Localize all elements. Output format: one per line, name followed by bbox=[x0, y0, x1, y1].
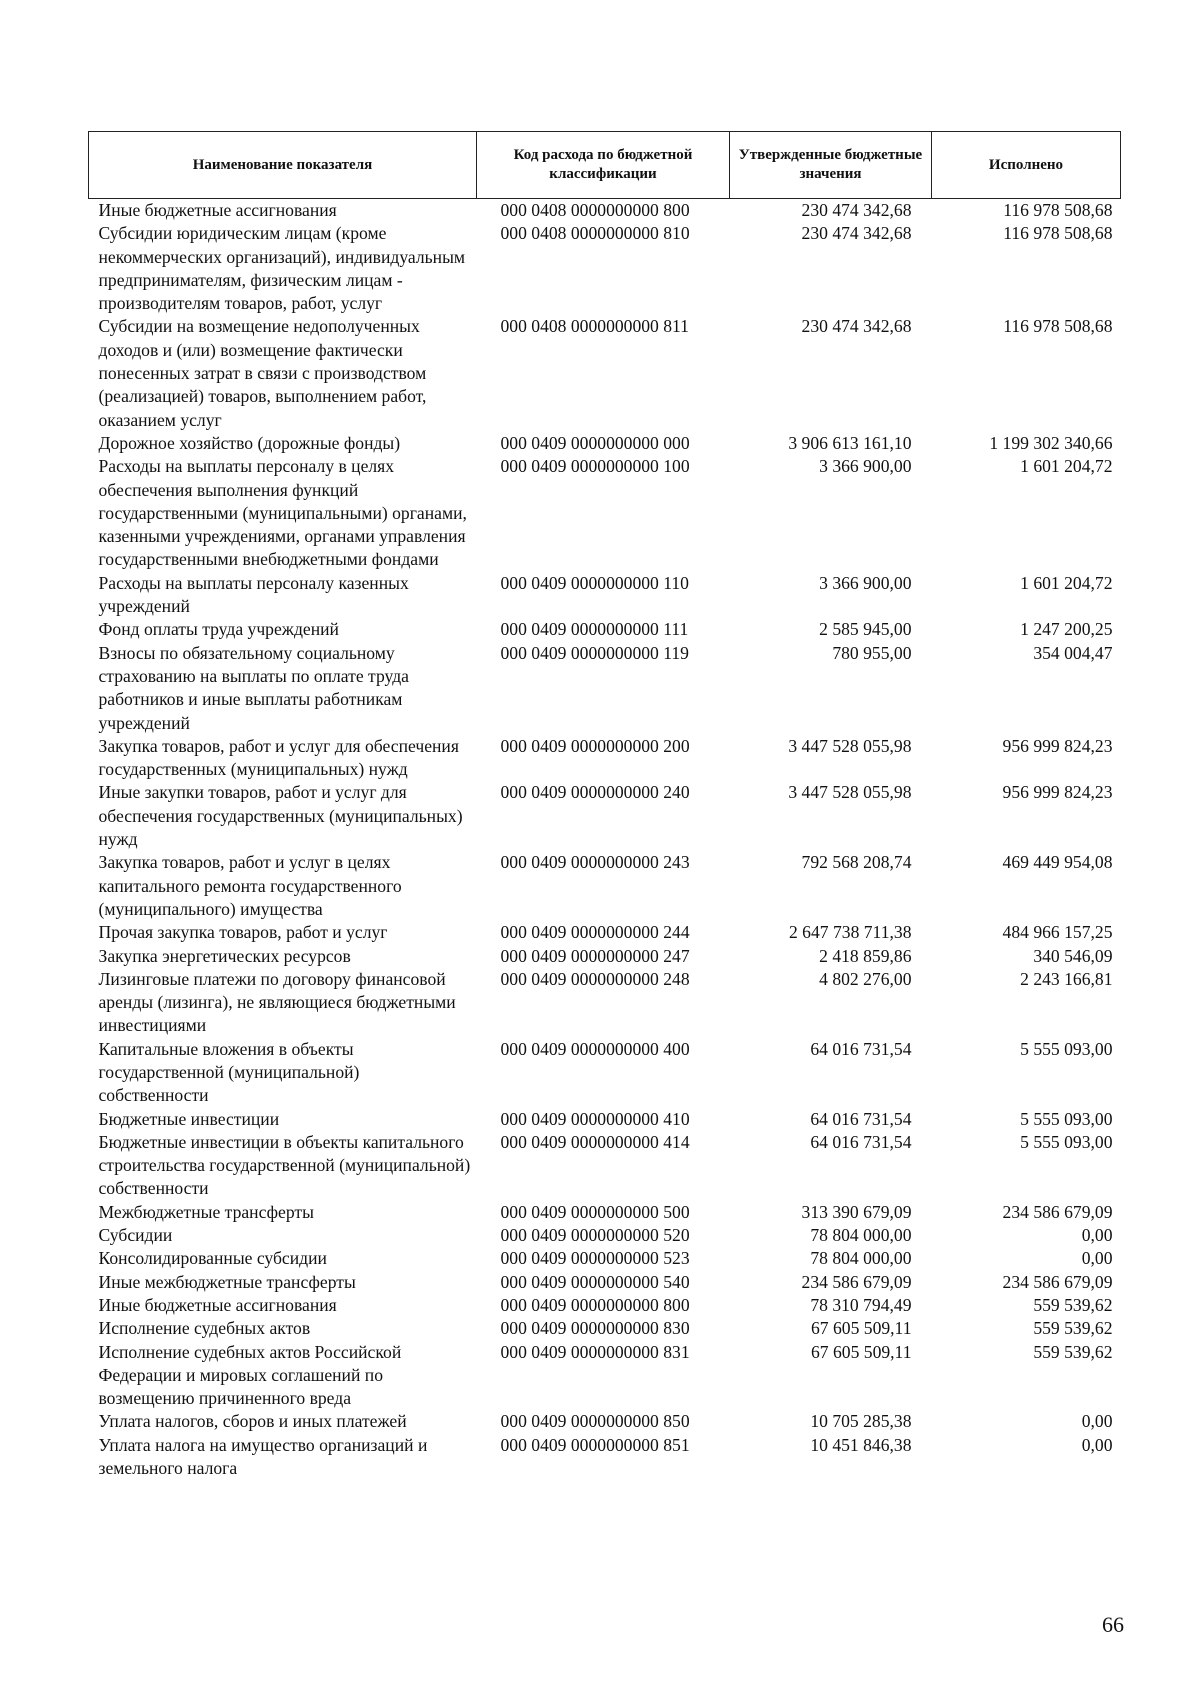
row-executed-value: 1 199 302 340,66 bbox=[989, 432, 1113, 453]
row-code: 000 0409 0000000000 831 bbox=[500, 1341, 690, 1362]
row-code: 000 0409 0000000000 540 bbox=[500, 1271, 690, 1292]
row-executed-value: 340 546,09 bbox=[1033, 945, 1113, 966]
row-planned-value: 230 474 342,68 bbox=[801, 223, 912, 244]
row-executed-value: 0,00 bbox=[1081, 1434, 1113, 1455]
row-executed-value: 956 999 824,23 bbox=[1002, 782, 1113, 803]
row-planned-value: 230 474 342,68 bbox=[801, 316, 912, 337]
row-name: Расходы на выплаты персоналу казенных учреждений bbox=[98, 572, 409, 617]
row-code: 000 0409 0000000000 243 bbox=[500, 852, 690, 873]
row-name: Исполнение судебных актов bbox=[98, 1318, 311, 1339]
row-planned-value: 10 451 846,38 bbox=[810, 1434, 912, 1455]
row-planned-value: 780 955,00 bbox=[832, 642, 912, 663]
table-body bbox=[89, 199, 1121, 1481]
row-planned-value: 67 605 509,11 bbox=[810, 1341, 912, 1362]
row-name: Бюджетные инвестиции в объекты капитального строительства государственной (муниципальной) собственности bbox=[98, 1131, 471, 1199]
page-number: 66 bbox=[1102, 1612, 1124, 1637]
row-name: Фонд оплаты труда учреждений bbox=[98, 619, 339, 640]
row-executed-value: 0,00 bbox=[1081, 1248, 1113, 1269]
header-code: Код расхода по бюджетной классификации bbox=[477, 132, 730, 199]
row-name: Консолидированные субсидии bbox=[98, 1248, 327, 1269]
row-code: 000 0409 0000000000 520 bbox=[500, 1225, 690, 1246]
row-code: 000 0409 0000000000 500 bbox=[500, 1201, 690, 1222]
row-code: 000 0409 0000000000 851 bbox=[500, 1434, 690, 1455]
row-executed-value: 116 978 508,68 bbox=[1003, 316, 1113, 337]
table-row bbox=[89, 1410, 1121, 1433]
table-row bbox=[89, 781, 1121, 851]
row-code: 000 0409 0000000000 248 bbox=[500, 968, 690, 989]
row-planned-value: 3 366 900,00 bbox=[819, 456, 912, 477]
row-name: Бюджетные инвестиции bbox=[98, 1108, 280, 1129]
row-executed-value: 1 247 200,25 bbox=[1020, 619, 1113, 640]
row-executed-value: 354 004,47 bbox=[1033, 642, 1113, 663]
row-executed-value: 559 539,62 bbox=[1033, 1341, 1113, 1362]
row-code: 000 0409 0000000000 110 bbox=[500, 572, 689, 593]
row-name: Взносы по обязательному социальному страхованию на выплаты по оплате труда работников и иные выплаты работникам учреждений bbox=[98, 642, 409, 733]
row-executed-value: 956 999 824,23 bbox=[1002, 735, 1113, 756]
row-planned-value: 234 586 679,09 bbox=[801, 1271, 912, 1292]
row-executed-value: 0,00 bbox=[1081, 1225, 1113, 1246]
row-name: Расходы на выплаты персоналу в целях обеспечения выполнения функций государственными (муниципальными) органами, казенными учреждениями, органами управления государственными внебюджетными фондами bbox=[98, 456, 467, 570]
row-name: Уплата налогов, сборов и иных платежей bbox=[98, 1411, 407, 1432]
row-name: Закупка энергетических ресурсов bbox=[98, 945, 351, 966]
budget-execution-table bbox=[88, 131, 1121, 1480]
table-row bbox=[89, 1224, 1121, 1247]
row-code: 000 0409 0000000000 200 bbox=[500, 735, 690, 756]
row-executed-value: 484 966 157,25 bbox=[1002, 922, 1113, 943]
row-executed-value: 234 586 679,09 bbox=[1002, 1201, 1113, 1222]
table-header bbox=[89, 132, 1121, 199]
row-planned-value: 230 474 342,68 bbox=[801, 200, 912, 220]
row-name: Уплата налога на имущество организаций и земельного налога bbox=[98, 1434, 428, 1479]
row-name: Исполнение судебных актов Российской Федерации и мировых соглашений по возмещению причиненного вреда bbox=[98, 1341, 402, 1409]
row-code: 000 0409 0000000000 414 bbox=[500, 1131, 690, 1152]
row-planned-value: 2 585 945,00 bbox=[819, 619, 912, 640]
row-code: 000 0409 0000000000 119 bbox=[500, 642, 689, 663]
row-name: Субсидии на возмещение недополученных доходов и (или) возмещение фактически понесенных затрат в связи с производством (реализацией) товаров, выполнением работ, оказанием услуг bbox=[98, 316, 427, 430]
table-row bbox=[89, 1434, 1121, 1481]
row-executed-value: 116 978 508,68 bbox=[1003, 200, 1113, 220]
row-executed-value: 5 555 093,00 bbox=[1020, 1108, 1113, 1129]
row-name: Прочая закупка товаров, работ и услуг bbox=[98, 922, 388, 943]
row-name: Субсидии bbox=[98, 1225, 173, 1246]
row-code: 000 0409 0000000000 247 bbox=[500, 945, 690, 966]
row-executed-value: 559 539,62 bbox=[1033, 1318, 1113, 1339]
row-planned-value: 4 802 276,00 bbox=[819, 968, 912, 989]
row-code: 000 0409 0000000000 400 bbox=[500, 1038, 690, 1059]
row-planned-value: 67 605 509,11 bbox=[810, 1318, 912, 1339]
row-planned-value: 64 016 731,54 bbox=[810, 1038, 912, 1059]
row-name: Лизинговые платежи по договору финансовой аренды (лизинга), не являющиеся бюджетными инвестициями bbox=[98, 968, 456, 1036]
table-row bbox=[89, 945, 1121, 968]
table-row bbox=[89, 921, 1121, 944]
row-name: Закупка товаров, работ и услуг для обеспечения государственных (муниципальных) нужд bbox=[98, 735, 459, 780]
table-row bbox=[89, 432, 1121, 455]
row-code: 000 0408 0000000000 800 bbox=[500, 200, 690, 220]
row-name: Иные бюджетные ассигнования bbox=[98, 200, 337, 220]
header-executed: Исполнено bbox=[932, 132, 1121, 199]
row-name: Закупка товаров, работ и услуг в целях капитального ремонта государственного (муниципального) имущества bbox=[98, 852, 402, 919]
row-planned-value: 313 390 679,09 bbox=[801, 1201, 912, 1222]
row-name: Иные межбюджетные трансферты bbox=[98, 1271, 356, 1292]
row-planned-value: 2 418 859,86 bbox=[819, 945, 912, 966]
row-code: 000 0409 0000000000 850 bbox=[500, 1411, 690, 1432]
row-code: 000 0409 0000000000 100 bbox=[500, 456, 690, 477]
table-row bbox=[89, 1341, 1121, 1411]
row-planned-value: 78 804 000,00 bbox=[810, 1225, 912, 1246]
row-name: Капитальные вложения в объекты государственной (муниципальной) собственности bbox=[98, 1038, 360, 1106]
row-name: Субсидии юридическим лицам (кроме некоммерческих организаций), индивидуальным предпринимателям, физическим лицам - производителям товаров, работ, услуг bbox=[98, 223, 466, 314]
table-row bbox=[89, 1294, 1121, 1317]
table-row bbox=[89, 572, 1121, 619]
row-code: 000 0409 0000000000 410 bbox=[500, 1108, 690, 1129]
row-code: 000 0409 0000000000 000 bbox=[500, 432, 690, 453]
row-code: 000 0408 0000000000 811 bbox=[500, 316, 689, 337]
table-row bbox=[89, 1108, 1121, 1131]
table-row bbox=[89, 1201, 1121, 1224]
table-row bbox=[89, 315, 1121, 431]
row-code: 000 0409 0000000000 830 bbox=[500, 1318, 690, 1339]
table-row bbox=[89, 1038, 1121, 1108]
row-code: 000 0409 0000000000 244 bbox=[500, 922, 690, 943]
row-code: 000 0409 0000000000 111 bbox=[500, 619, 689, 640]
row-executed-value: 0,00 bbox=[1081, 1411, 1113, 1432]
row-code: 000 0409 0000000000 240 bbox=[500, 782, 690, 803]
header-name: Наименование показателя bbox=[89, 132, 477, 199]
header-planned: Утвержденные бюджетные значения bbox=[730, 132, 932, 199]
table-row bbox=[89, 642, 1121, 735]
table-row bbox=[89, 851, 1121, 921]
row-name: Межбюджетные трансферты bbox=[98, 1201, 314, 1222]
row-executed-value: 5 555 093,00 bbox=[1020, 1038, 1113, 1059]
table-row bbox=[89, 199, 1121, 223]
table-row bbox=[89, 968, 1121, 1038]
row-name: Дорожное хозяйство (дорожные фонды) bbox=[98, 432, 401, 453]
row-planned-value: 3 447 528 055,98 bbox=[788, 735, 912, 756]
row-executed-value: 559 539,62 bbox=[1033, 1294, 1113, 1315]
table-row bbox=[89, 1271, 1121, 1294]
table-row bbox=[89, 1247, 1121, 1270]
table-row bbox=[89, 222, 1121, 315]
row-planned-value: 3 447 528 055,98 bbox=[788, 782, 912, 803]
table-row bbox=[89, 455, 1121, 571]
row-planned-value: 64 016 731,54 bbox=[810, 1108, 912, 1129]
row-planned-value: 2 647 738 711,38 bbox=[788, 922, 912, 943]
table-row bbox=[89, 1317, 1121, 1340]
table-row bbox=[89, 618, 1121, 641]
row-planned-value: 3 906 613 161,10 bbox=[788, 432, 912, 453]
row-planned-value: 78 804 000,00 bbox=[810, 1248, 912, 1269]
row-executed-value: 5 555 093,00 bbox=[1020, 1131, 1113, 1152]
row-code: 000 0409 0000000000 523 bbox=[500, 1248, 690, 1269]
row-planned-value: 792 568 208,74 bbox=[801, 852, 912, 873]
row-executed-value: 469 449 954,08 bbox=[1002, 852, 1113, 873]
row-planned-value: 78 310 794,49 bbox=[810, 1294, 912, 1315]
row-executed-value: 1 601 204,72 bbox=[1020, 456, 1113, 477]
row-name: Иные закупки товаров, работ и услуг для обеспечения государственных (муниципальных) нужд bbox=[98, 782, 463, 850]
row-executed-value: 234 586 679,09 bbox=[1002, 1271, 1113, 1292]
row-code: 000 0408 0000000000 810 bbox=[500, 223, 690, 244]
row-executed-value: 1 601 204,72 bbox=[1020, 572, 1113, 593]
row-name: Иные бюджетные ассигнования bbox=[98, 1294, 337, 1315]
table-row bbox=[89, 735, 1121, 782]
row-executed-value: 2 243 166,81 bbox=[1020, 968, 1113, 989]
row-planned-value: 64 016 731,54 bbox=[810, 1131, 912, 1152]
row-planned-value: 3 366 900,00 bbox=[819, 572, 912, 593]
row-executed-value: 116 978 508,68 bbox=[1003, 223, 1113, 244]
row-planned-value: 10 705 285,38 bbox=[810, 1411, 912, 1432]
row-code: 000 0409 0000000000 800 bbox=[500, 1294, 690, 1315]
table-row bbox=[89, 1131, 1121, 1201]
